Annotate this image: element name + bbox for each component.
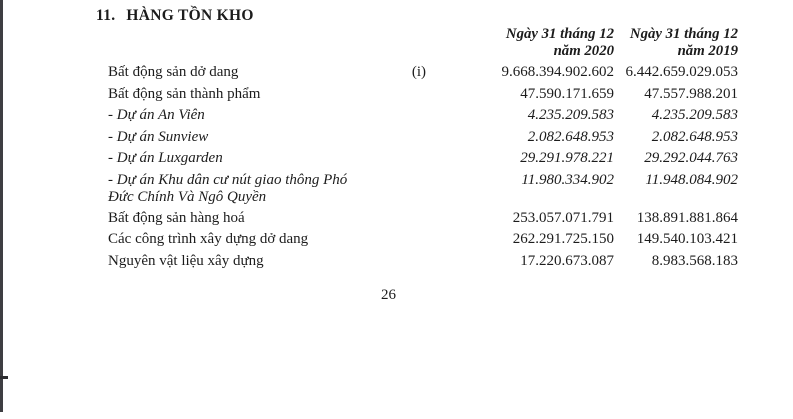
section-title (96, 7, 254, 25)
table-row (108, 210, 738, 226)
column-header-2019 (614, 26, 738, 59)
value-2020: 9.668.394.902.602 (501, 64, 614, 80)
value-2019: 2.082.648.953 (651, 128, 738, 145)
section-number: 11. (96, 7, 116, 24)
value-2019: 138.891.881.864 (636, 209, 738, 226)
column-header-2020-line1: Ngày 31 tháng 12 (505, 26, 614, 42)
table-row (108, 253, 738, 269)
row-note: (i) (411, 64, 426, 80)
value-2019: 47.557.988.201 (644, 85, 738, 102)
value-2020: 4.235.209.583 (527, 107, 614, 123)
table-row (108, 107, 738, 123)
value-2019: 11.948.084.902 (645, 171, 738, 188)
value-2020: 29.291.978.221 (520, 150, 614, 166)
table-header-row (108, 26, 738, 59)
column-header-2019-line2: năm 2019 (677, 42, 738, 59)
value-2020: 262.291.725.150 (512, 231, 614, 247)
value-2019: 149.540.103.421 (636, 231, 738, 247)
value-2019: 29.292.044.763 (644, 150, 738, 166)
value-2020: 253.057.071.791 (512, 209, 614, 226)
table-row (108, 64, 738, 80)
section-title-text: HÀNG TỒN KHO (126, 7, 254, 24)
scan-edge-artifact (0, 0, 3, 412)
column-header-2020-line2: năm 2020 (553, 42, 614, 59)
table-row (108, 129, 738, 145)
column-header-2020 (442, 26, 614, 59)
scan-dash-artifact (0, 376, 8, 379)
table-row (108, 231, 738, 247)
value-2019: 8.983.568.183 (651, 252, 738, 269)
row-label: Bất động sản dở dang (108, 64, 239, 80)
table-row (108, 86, 738, 102)
table-row (108, 172, 738, 207)
value-2020: 11.980.334.902 (521, 171, 614, 188)
value-2020: 2.082.648.953 (527, 128, 614, 145)
row-label: Nguyên vật liệu xây dựng (108, 252, 264, 269)
row-label: - Dự án Luxgarden (108, 150, 223, 166)
row-label: Các công trình xây dựng dở dang (108, 231, 309, 247)
page-number: 26 (381, 287, 396, 303)
value-2020: 17.220.673.087 (520, 252, 614, 269)
value-2020: 47.590.171.659 (520, 85, 614, 102)
value-2019: 4.235.209.583 (651, 107, 738, 123)
row-label: Bất động sản hàng hoá (108, 209, 245, 226)
row-label: - Dự án Sunview (108, 128, 209, 145)
value-2019: 6.442.659.029.053 (625, 64, 738, 80)
column-header-2019-line1: Ngày 31 tháng 12 (629, 26, 738, 42)
row-label: - Dự án An Viên (108, 107, 205, 123)
row-label: - Dự án Khu dân cư nút giao thông Phó Đức Chính Và Ngô Quyền (108, 171, 348, 205)
row-label: Bất động sản thành phẩm (108, 85, 261, 102)
inventory-table (108, 26, 738, 274)
table-row (108, 150, 738, 166)
